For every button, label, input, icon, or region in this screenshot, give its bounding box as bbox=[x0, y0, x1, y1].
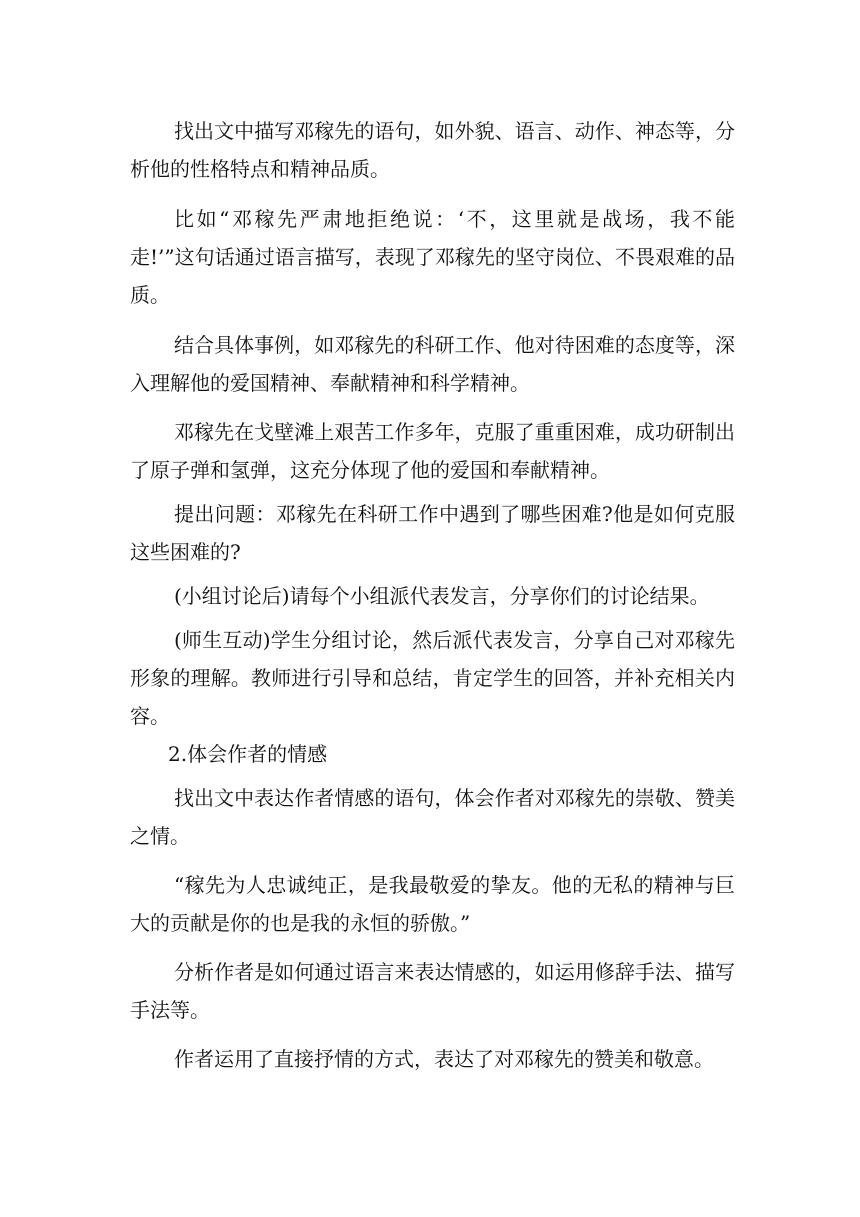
paragraph-group-discussion: (小组讨论后)请每个小组派代表发言，分享你们的讨论结果。 bbox=[174, 584, 710, 608]
document-body bbox=[130, 112, 735, 1078]
section-heading: 2.体会作者的情感 bbox=[168, 742, 328, 766]
paragraph-question: 提出问题：邓稼先在科研工作中遇到了哪些困难?他是如何克服这些困难的? bbox=[130, 502, 735, 564]
paragraph-direct-lyricism: 作者运用了直接抒情的方式，表达了对邓稼先的赞美和敬意。 bbox=[174, 1047, 714, 1071]
paragraph-quote: “稼先为人忠诚纯正，是我最敬爱的挚友。他的无私的精神与巨大的贡献是你的也是我的永恒的骄傲。” bbox=[130, 873, 735, 935]
paragraph-language-example: 比如“邓稼先严肃地拒绝说：‘不，这里就是战场，我不能走!’”这句话通过语言描写，表现了邓稼先的坚守岗位、不畏艰难的品质。 bbox=[130, 207, 735, 307]
paragraph-analysis-method: 分析作者是如何通过语言来表达情感的，如运用修辞手法、描写手法等。 bbox=[130, 960, 735, 1022]
paragraph-specific-examples: 结合具体事例，如邓稼先的科研工作、他对待困难的态度等，深入理解他的爱国精神、奉献精神和科学精神。 bbox=[130, 333, 735, 395]
paragraph-gobi-work: 邓稼先在戈壁滩上艰苦工作多年，克服了重重困难，成功研制出了原子弹和氢弹，这充分体现了他的爱国和奉献精神。 bbox=[130, 420, 735, 482]
paragraph-describe-deng: 找出文中描写邓稼先的语句，如外貌、语言、动作、神态等，分析他的性格特点和精神品质。 bbox=[130, 119, 735, 181]
paragraph-author-emotion: 找出文中表达作者情感的语句，体会作者对邓稼先的崇敬、赞美之情。 bbox=[130, 786, 735, 848]
paragraph-teacher-student-interaction: (师生互动)学生分组讨论，然后派代表发言，分享自己对邓稼先形象的理解。教师进行引导和总结，肯定学生的回答，并补充相关内容。 bbox=[130, 628, 735, 728]
